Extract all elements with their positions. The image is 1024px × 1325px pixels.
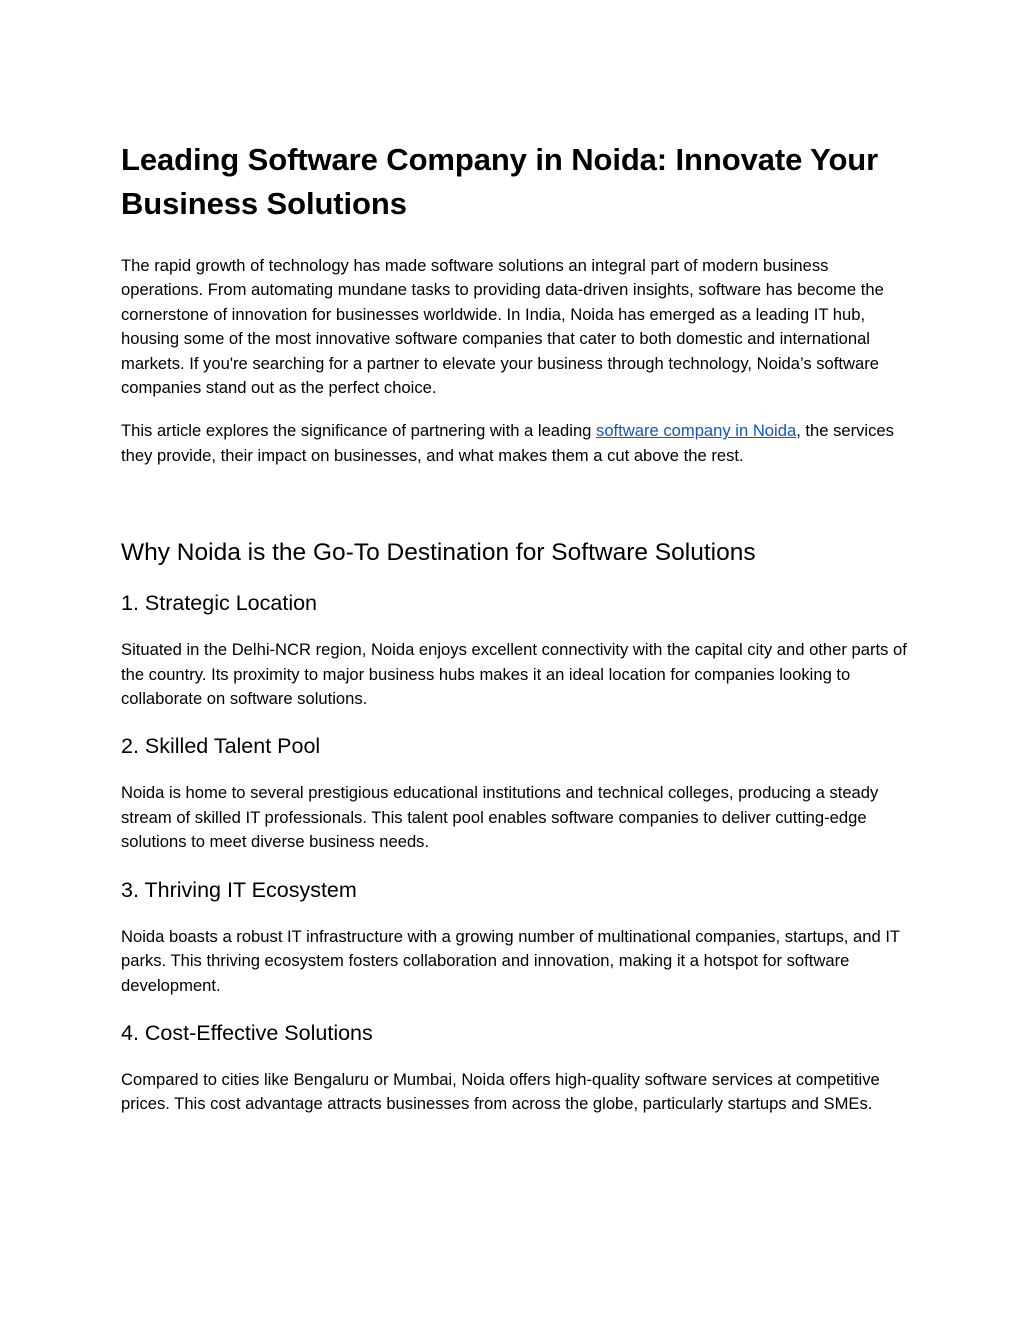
page-title: Leading Software Company in Noida: Innovate Your Business Solutions <box>121 142 879 221</box>
subsection-heading: 2. Skilled Talent Pool <box>121 734 321 759</box>
subsection-body: Noida boasts a robust IT infrastructure with a growing number of multinational companies, startups, and IT parks. This thriving ecosystem fosters collaboration and innovation, making it a hotspot for software development. <box>121 926 900 995</box>
subsection-body: Compared to cities like Bengaluru or Mumbai, Noida offers high-quality software services at competitive prices. This cost advantage attracts businesses from across the globe, particularly startups and SMEs. <box>121 1069 880 1114</box>
section-cost-effective-solutions <box>121 1020 911 1117</box>
subsection-heading: 3. Thriving IT Ecosystem <box>121 877 357 902</box>
document-page <box>121 138 911 1139</box>
intro-paragraph: The rapid growth of technology has made software solutions an integral part of modern business operations. From automating mundane tasks to providing data-driven insights, software has become the cornerstone of innovation for businesses worldwide. In India, Noida has emerged as a leading IT hub, housing some of the most innovative software companies that cater to both domestic and international markets. If you're searching for a partner to elevate your business through technology, Noida’s software companies stand out as the perfect choice. <box>121 256 884 398</box>
software-company-link[interactable]: software company in Noida <box>596 421 797 441</box>
subsection-heading: 1. Strategic Location <box>121 591 318 616</box>
subsection-body: Noida is home to several prestigious educational institutions and technical colleges, producing a steady stream of skilled IT professionals. This talent pool enables software companies to deliver cutting-edge solutions to meet diverse business needs. <box>121 783 879 852</box>
article-paragraph <box>121 419 911 468</box>
section-heading: Why Noida is the Go-To Destination for Software Solutions <box>121 539 756 567</box>
article-text-before-link: This article explores the significance of partnering with a leading <box>121 421 597 441</box>
section-skilled-talent-pool <box>121 733 911 854</box>
subsection-heading: 4. Cost-Effective Solutions <box>121 1020 373 1045</box>
section-strategic-location <box>121 590 911 711</box>
article-text-after-link: , the services they provide, their impact on businesses, and what makes them a cut above the rest. <box>121 421 894 465</box>
section-thriving-it-ecosystem <box>121 877 911 998</box>
subsection-body: Situated in the Delhi-NCR region, Noida enjoys excellent connectivity with the capital city and other parts of the country. Its proximity to major business hubs makes it an ideal location for companies looking to collaborate on software solutions. <box>121 640 907 709</box>
